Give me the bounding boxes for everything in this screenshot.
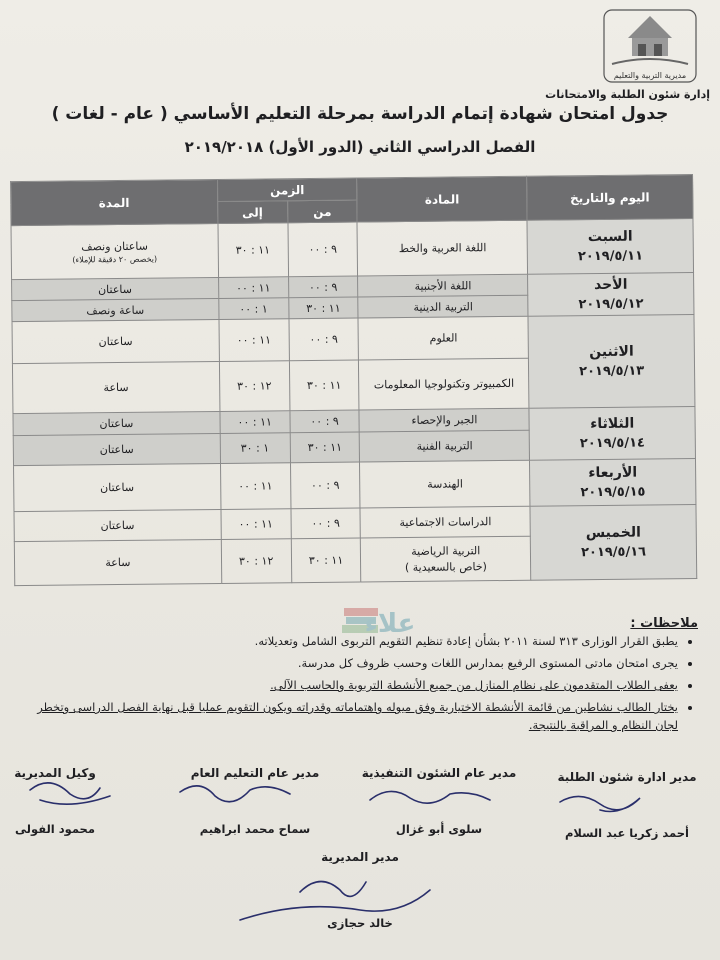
subject-cell (361, 536, 531, 582)
time-from-cell: ٩ : ٠٠ (290, 410, 360, 433)
duration-cell: ساعة (14, 539, 221, 585)
signature-title: مدير عام الشئون التنفيذية (361, 766, 517, 780)
note-item: • يعفى الطلاب المتقدمون على نظام المنازل من جميع الأنشطة التربوية والحاسب الآلى. (18, 676, 678, 694)
table-row (11, 219, 694, 280)
table-row (14, 504, 696, 541)
handwritten-signatures-icon (0, 760, 720, 960)
signature-name: خالد حجازى (327, 916, 393, 930)
day-name: السبت (587, 228, 633, 246)
duration-cell: ساعة (12, 361, 219, 413)
day-cell (527, 219, 693, 275)
subject-cell: اللغة الأجنبية (358, 274, 528, 297)
day-date: ٢٠١٩/٥/١٦ (580, 544, 647, 561)
page-subtitle: الفصل الدراسي الثاني (الدور الأول) ٢٠١٩/٢٠١٨ (184, 138, 536, 156)
note-item: • يجرى امتحان مادتى المستوى الرفيع بمدارس اللغات وحسب ظروف كل مدرسة. (18, 654, 678, 672)
signature-name: سماح محمد ابراهيم (199, 822, 311, 836)
duration-cell: ساعتان (13, 433, 220, 465)
subject-cell: الهندسة (360, 460, 530, 508)
department-label: إدارة شئون الطلبة والامتحانات (545, 88, 710, 101)
note-item: • يختار الطالب نشاطين من قائمة الأنشطة الاختيارية وفق ميوله واهتماماته وقدراته ويكون التقويم عمليا قبل نهاية الفصل الدراسى وتخطر لجان النظام و المراقبة بالنتيجة. (18, 698, 678, 734)
time-from-cell: ١١ : ٣٠ (290, 432, 360, 463)
duration-cell: ساعتان (14, 509, 221, 541)
day-date: ٢٠١٩/٥/١٥ (580, 484, 646, 501)
signature-title: مدير المديرية (321, 850, 399, 864)
day-cell (530, 458, 696, 506)
signature-title: مدير ادارة شئون الطلبة (557, 770, 697, 784)
day-name: الاثنين (589, 343, 634, 361)
day-name: الأربعاء (588, 464, 638, 482)
time-to-cell: ١١ : ٣٠ (218, 223, 288, 278)
day-name: الثلاثاء (590, 415, 635, 433)
notes-heading: ملاحظات : (630, 616, 698, 631)
duration-cell: ساعة ونصف (12, 298, 219, 321)
note-item: • يطبق القرار الوزارى ٣١٣ لسنة ٢٠١١ بشأن إعادة تنظيم التقويم التربوى الشامل وتعديلاته. (18, 632, 678, 650)
day-name: الخميس (585, 524, 641, 542)
time-to-cell: ١١ : ٠٠ (220, 463, 290, 510)
table-row (12, 314, 694, 363)
exam-schedule-table (10, 174, 697, 586)
duration-cell: ساعتان (12, 277, 219, 300)
time-to-cell: ١ : ٣٠ (220, 433, 290, 464)
time-from-cell: ١١ : ٣٠ (288, 297, 358, 319)
day-date: ٢٠١٩/٥/١٢ (578, 296, 644, 313)
signature-name: محمود الفولى (15, 822, 95, 836)
subject-cell: اللغة العربية والخط (357, 220, 527, 276)
duration-text: ساعتان ونصف (81, 239, 148, 253)
subject-cell: الكمبيوتر وتكنولوجيا المعلومات (359, 358, 529, 410)
day-cell (528, 314, 695, 408)
day-date: ٢٠١٩/٥/١٤ (579, 435, 646, 452)
time-to-cell: ١١ : ٠٠ (221, 509, 291, 540)
day-date: ٢٠١٩/٥/١٣ (579, 363, 645, 380)
subject-text: التربية الرياضية (411, 544, 481, 558)
time-from-cell: ٩ : ٠٠ (288, 276, 358, 298)
duration-cell: ساعتان (12, 319, 219, 363)
day-name: الأحد (593, 276, 628, 294)
seal-text: مديرية التربية والتعليم (613, 71, 687, 80)
duration-cell: ساعتان (13, 411, 220, 435)
header-subject: المادة (357, 176, 527, 222)
subject-cell: العلوم (358, 316, 528, 360)
subject-cell: الجبر والإحصاء (359, 408, 529, 432)
time-from-cell: ٩ : ٠٠ (289, 318, 359, 361)
ministry-seal-icon (598, 4, 702, 88)
subject-cell: الدراسات الاجتماعية (360, 506, 530, 538)
signature-title: وكيل المديرية (14, 766, 96, 780)
subject-cell: التربية الفنية (360, 430, 530, 462)
time-from-cell: ١١ : ٣٠ (289, 360, 359, 411)
header-time: الزمن (217, 178, 357, 201)
duration-cell: ساعتان (14, 463, 221, 511)
time-from-cell: ٩ : ٠٠ (288, 222, 358, 277)
time-to-cell: ١٢ : ٣٠ (221, 539, 291, 584)
notes-list (18, 632, 692, 738)
signature-name: أحمد زكريا عبد السلام (564, 826, 689, 840)
day-cell (530, 504, 697, 580)
subject-cell: التربية الدينية (358, 295, 528, 318)
time-from-cell: ٩ : ٠٠ (290, 462, 360, 509)
time-from-cell: ١١ : ٣٠ (291, 538, 361, 583)
duration-cell (11, 223, 218, 279)
signature-title: مدير عام التعليم العام (190, 766, 320, 780)
signature-name: سلوى أبو غزال (395, 822, 483, 836)
watermark-text: علاء (364, 609, 416, 639)
header-day: اليوم والتاريخ (527, 175, 693, 221)
day-date: ٢٠١٩/٥/١١ (577, 248, 644, 265)
time-to-cell: ١١ : ٠٠ (220, 411, 290, 434)
duration-note: (يخصص ٢٠ دقيقة للإملاء) (72, 254, 158, 265)
page-title: جدول امتحان شهادة إتمام الدراسة بمرحلة التعليم الأساسي ( عام - لغات ) (51, 104, 669, 124)
table-row (14, 458, 696, 511)
day-cell (529, 406, 695, 460)
time-to-cell: ١١ : ٠٠ (218, 277, 288, 299)
time-to-cell: ١ : ٠٠ (218, 298, 288, 320)
day-cell (528, 272, 694, 316)
header-duration: المدة (11, 179, 218, 225)
header-from: من (287, 200, 357, 223)
time-to-cell: ١٢ : ٣٠ (219, 361, 289, 412)
subject-note: (خاص بالسعيدية ) (404, 560, 487, 575)
time-from-cell: ٩ : ٠٠ (291, 508, 361, 539)
header-to: إلى (217, 201, 287, 224)
time-to-cell: ١١ : ٠٠ (219, 319, 289, 362)
